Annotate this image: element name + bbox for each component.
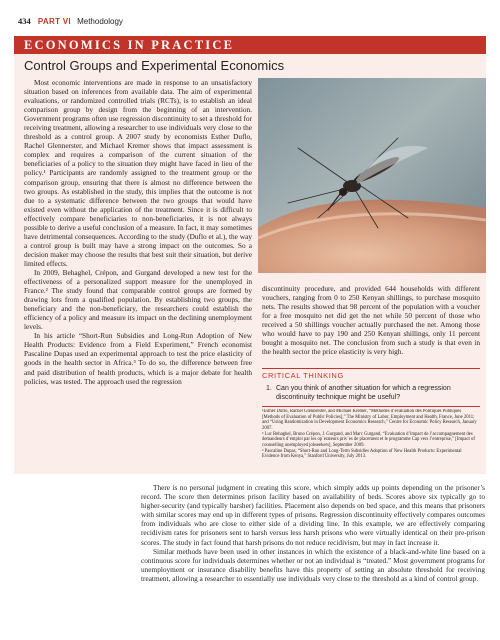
box-paragraph: discontinuity procedure, and provided 644 households with different vouchers, ranging from 0 to 250 Kenyan shillings, to purchase mosquito nets. The results showed that 98 percent of the population with a voucher for a free mosquito net did get the net while 50 percent of those who received a 50 shillings voucher actually purchased the net. Among those who would have to pay 190 and 250 Kenyan shillings, only 11 percent bought a mosquito net. The conclusion from such a study is that even in the health sector the price elasticity is very high. [262,284,480,357]
divider [262,406,480,407]
divider [262,368,480,369]
main-body-text [141,483,485,635]
page-header [18,14,482,28]
box-banner [14,36,486,54]
box-title: Control Groups and Experimental Economics [24,58,285,73]
mosquito-illustration [258,78,486,273]
footnotes [262,409,480,471]
question-text: Can you think of another situation for which a regression discontinuity technique might be useful? [276,385,451,401]
critical-thinking-heading: CRITICAL THINKING [262,371,344,380]
body-paragraph: There is no personal judgment in creating this score, which simply adds up points depending on the prisoner’s record. The score then determines prison facility based on availability of beds. Scores above six typically go to higher-security (and typically harsher) facilities. Placement also depends on bed space, and this means that prisoners with similar scores may end up in different types of prisons. Regression discontinuity effectively compares outcomes from individuals who are close to either side of a dividing line. In this example, we are effectively comparing recidivism rates for prisoners sent to harsh versus less harsh prisons who were virtually identical on their pre-prison scores. The study in fact found that harsh prisons do not reduce recidivism, but may in fact increase it. [141,483,485,547]
box-paragraph: In 2009, Behaghel, Crépon, and Gurgand developed a new test for the effectiveness of a personalized support measure for the unemployed in France.² The study found that comparable control groups are formed by drawing lots from a qualified population. By establishing two groups, the beneficiary and the non-beneficiary, the researchers could establish the efficiency of a policy and measure its impact on the declining unemployment levels. [24,267,252,332]
box-paragraph: Most economic interventions are made in response to an unsatisfactory situation based on inferences from available data. The aim of experimental evaluations, or randomized controlled trials (RCTs), is to establish an ideal comparison group by design from the beginning of an intervention. Government programs often use regression discontinuity to set a threshold for receiving treatment, allowing a researcher to use individuals very close to the threshold as a control group. A 2007 study by economists Esther Duflo, Rachel Glennerster, and Michael Kremer shows that impact assessment is complex and requires a comparison of the current situation of the beneficiaries of a policy to the situation they might have faced in lieu of the policy.¹ Participants are randomly assigned to the treatment group or the comparison group, ensuring that there is almost no difference between the two groups. As established in the study, this implies that the outcome is not due to a systematic difference between the two groups that would have existed even without the application of the treatment. Since it is difficult to effectively compare beneficiaries to non-beneficiaries, it is not always possible to derive a useful conclusion of a measure. In fact, it may sometimes have detrimental consequences. According to the study (Duflo et al.), the way a control group is built may have a strong impact on the outcomes. So a decision maker may choose the results that best suit their situation, but derive limited effects. [24,78,252,268]
box-right-column [262,284,480,364]
part-label: PART VI [37,17,71,26]
mosquito-photo [258,78,486,273]
critical-thinking-question [266,384,478,402]
box-banner-label: ECONOMICS IN PRACTICE [24,38,235,52]
box-left-column [24,78,252,470]
footnote: ² Luc Behaghel, Bruno Crépon, J. Gurgand, and Marc Gurgand, “Evaluation d’impact de l’accompagnement des demandeurs d’emploi par les op´erateurs priv´es de placement et le programme Cap vers l’entreprise,” [Impact of counselling unemployed jobseekers], September 2009. [262,431,475,448]
question-number: 1. [266,385,272,392]
economics-in-practice-box [14,36,486,474]
page-number: 434 [18,16,31,26]
footnote: ¹Esther Duflo, Rachel Glennerster, and Michael Kremer, “Méthodes d’évaluation des Politiques Publiques [Methods of Evaluation of Public Policies],” The Ministry of Labor, Employment and Health, France, June 2011; and “Using Randomization in Development Economics Research,” Centre for Economic Policy Research, January 2007. [262,409,477,431]
section-label: Methodology [77,17,123,26]
body-paragraph: Similar methods have been used in other instances in which the existence of a black-and-white line based on a continuous score for individuals determines whether or not an individual is “treated.” Most government programs for unemployment or insurance disability benefits have this property of setting an absolute threshold for receiving treatment, allowing a researcher to essentially use individuals very close to the threshold as a kind of control group. [141,546,485,583]
box-paragraph: In his article “Short-Run Subsidies and Long-Run Adoption of New Health Products: Evidence from a Field Experiment,” French economist Pascaline Dupas used an experimental approach to test the price elasticity of goods in the health sector in Africa.³ To do so, the difference between free and paid distribution of health products, which is a major debate for health policies, was tested. The approach used the regression [24,331,252,386]
footnote: ³ Pascaline Dupas, “Short-Run and Long-Term Subsidies Adoption of New Health Products: Experimental Evidence from Kenya,” Stanford University, July 2013. [262,448,462,460]
